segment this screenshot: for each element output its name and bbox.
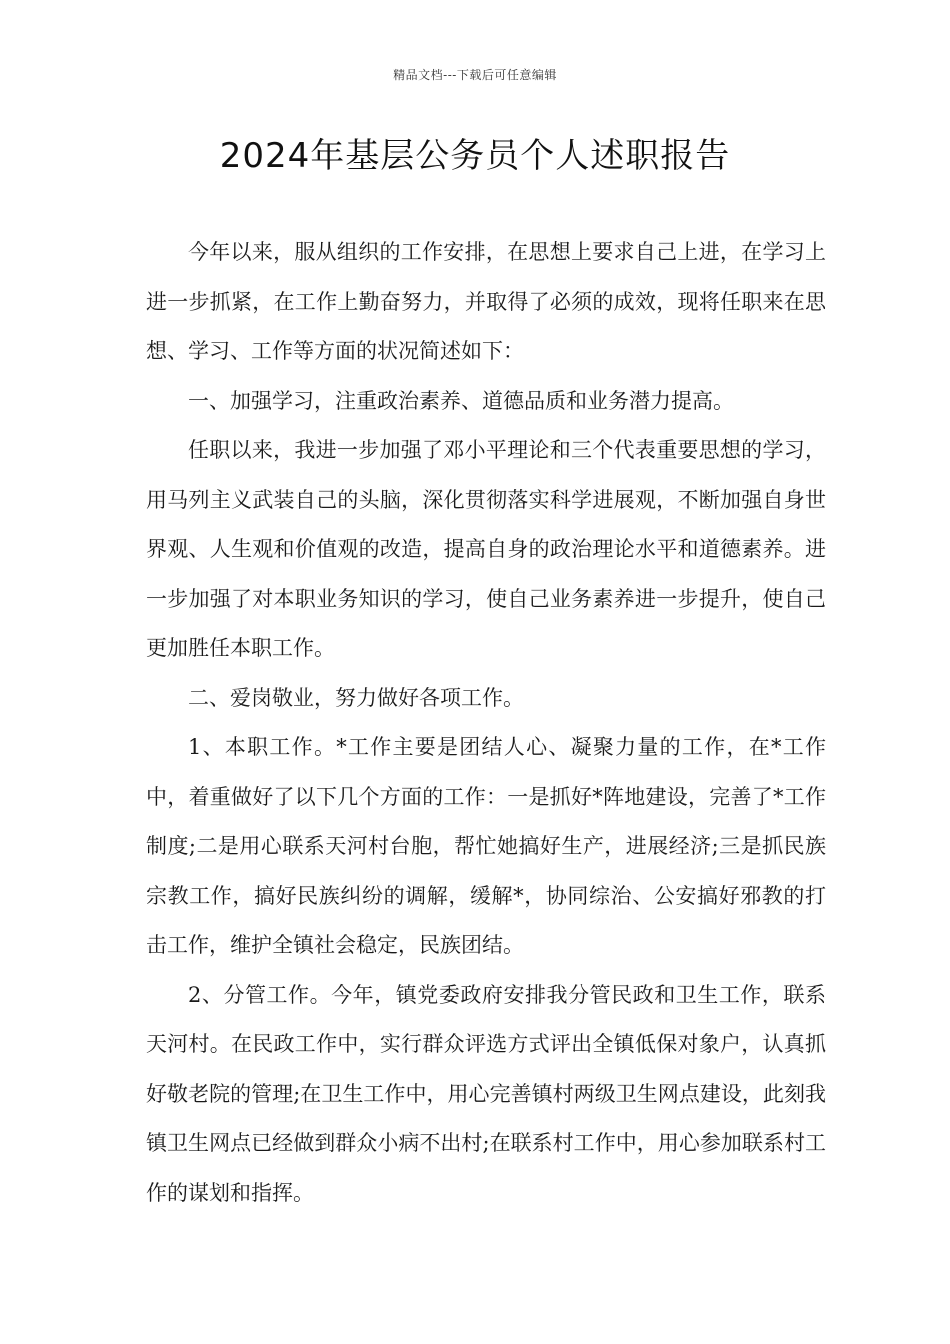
- paragraph-study: 任职以来，我进一步加强了邓小平理论和三个代表重要思想的学习，用马列主义武装自己的头脑，深化贯彻落实科学进展观，不断加强自身世界观、人生观和价值观的改造，提高自身的政治理论水平和道德素养。进一步加强了对本职业务知识的学习，使自己业务素养进一步提升，使自己更加胜任本职工作。: [146, 438, 826, 660]
- section-heading-2: 二、爱岗敬业，努力做好各项工作。: [188, 685, 524, 710]
- paragraph-intro: 今年以来，服从组织的工作安排，在思想上要求自己上进，在学习上进一步抓紧，在工作上勤奋努力，并取得了必须的成效，现将任职来在思想、学习、工作等方面的状况简述如下：: [146, 240, 826, 363]
- paragraph-main-work: 1、本职工作。*工作主要是团结人心、凝聚力量的工作，在*工作中，着重做好了以下几个方面的工作：一是抓好*阵地建设，完善了*工作制度;二是用心联系天河村台胞，帮忙她搞好生产，进展经济;三是抓民族宗教工作，搞好民族纠纷的调解，缓解*，协同综治、公安搞好邪教的打击工作，维护全镇社会稳定，民族团结。: [146, 735, 826, 957]
- header-note: 精品文档---下载后可任意编辑: [393, 68, 557, 82]
- paragraph-assigned-work: 2、分管工作。今年，镇党委政府安排我分管民政和卫生工作，联系天河村。在民政工作中，实行群众评选方式评出全镇低保对象户，认真抓好敬老院的管理;在卫生工作中，用心完善镇村两级卫生网点建设，此刻我镇卫生网点已经做到群众小病不出村;在联系村工作中，用心参加联系村工作的谋划和指挥。: [146, 982, 826, 1205]
- document-body: [146, 228, 826, 1218]
- section-heading-1: 一、加强学习，注重政治素养、道德品质和业务潜力提高。: [188, 388, 734, 413]
- document-title: 2024年基层公务员个人述职报告: [219, 136, 731, 176]
